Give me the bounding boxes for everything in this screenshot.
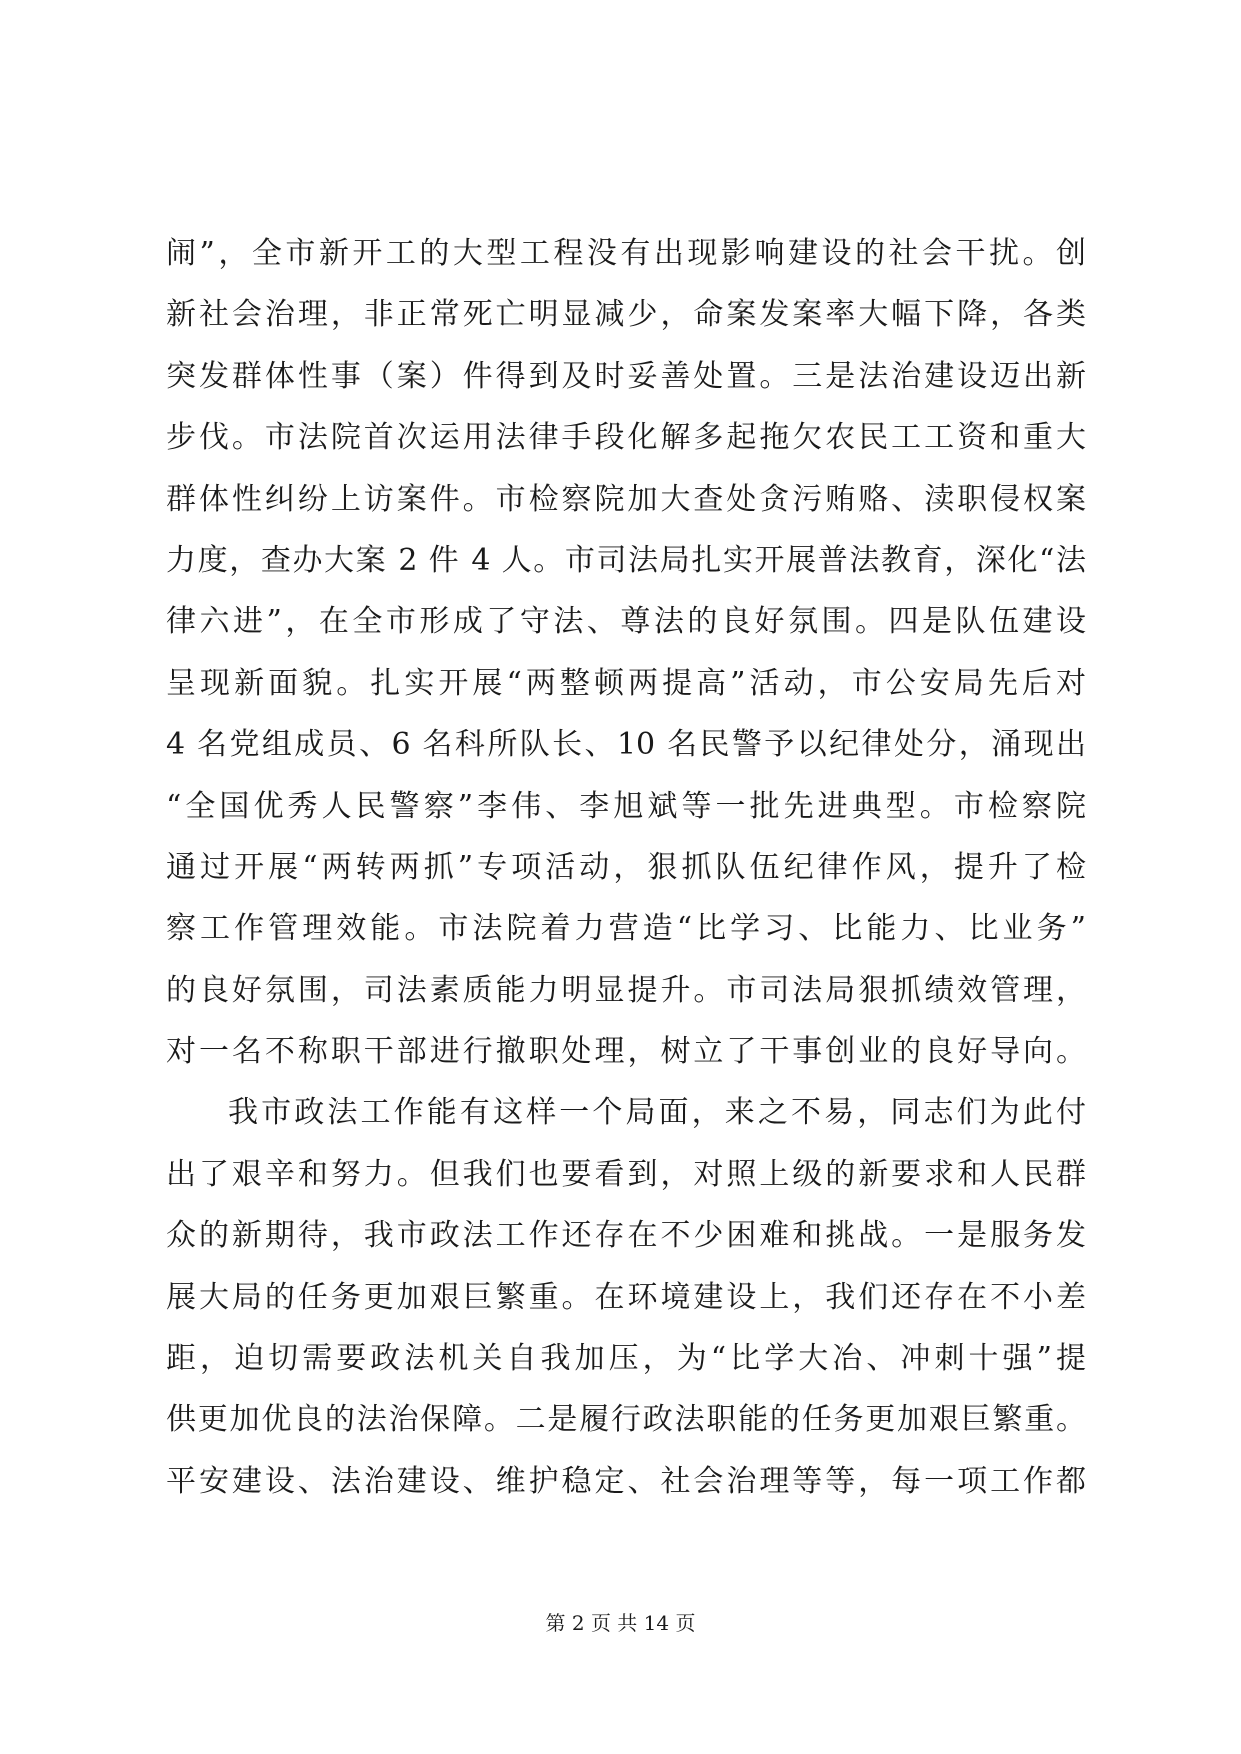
text-line: 通过开展“两转两抓”专项活动，狠抓队伍纪律作风，提升了检	[166, 849, 1086, 885]
body-text	[166, 223, 1086, 1512]
text-line: 闹”，全市新开工的大型工程没有出现影响建设的社会干扰。创	[166, 236, 1086, 271]
text-line: 的良好氛围，司法素质能力明显提升。市司法局狠抓绩效管理，	[166, 972, 1086, 1008]
text-line: 律六进”，在全市形成了守法、尊法的良好氛围。四是队伍建设	[166, 604, 1086, 640]
page-number-footer: 第 2 页 共 14 页	[545, 1611, 696, 1635]
text-line: 平安建设、法治建设、维护稳定、社会治理等等，每一项工作都	[166, 1463, 1086, 1499]
text-line: 呈现新面貌。扎实开展“两整顿两提高”活动，市公安局先后对	[166, 665, 1086, 701]
text-line: “全国优秀人民警察”李伟、李旭斌等一批先进典型。市检察院	[166, 788, 1086, 824]
text-line: 步伐。市法院首次运用法律手段化解多起拖欠农民工工资和重大	[166, 420, 1086, 456]
text-line: 群体性纠纷上访案件。市检察院加大查处贪污贿赂、渎职侵权案	[166, 481, 1086, 517]
paragraph-first-line: 我市政法工作能有这样一个局面，来之不易，同志们为此付	[228, 1095, 1086, 1131]
text-line: 察工作管理效能。市法院着力营造“比学习、比能力、比业务”	[166, 911, 1086, 947]
text-line: 众的新期待，我市政法工作还存在不少困难和挑战。一是服务发	[166, 1218, 1086, 1254]
text-line: 新社会治理，非正常死亡明显减少，命案发案率大幅下降，各类	[166, 297, 1086, 333]
text-line: 供更加优良的法治保障。二是履行政法职能的任务更加艰巨繁重。	[166, 1402, 1086, 1438]
text-line: 展大局的任务更加艰巨繁重。在环境建设上，我们还存在不小差	[166, 1279, 1086, 1315]
text-line: 4 名党组成员、6 名科所队长、10 名民警予以纪律处分，涌现出	[166, 727, 1086, 763]
text-line: 出了艰辛和努力。但我们也要看到，对照上级的新要求和人民群	[166, 1156, 1086, 1192]
text-line: 力度，查办大案 2 件 4 人。市司法局扎实开展普法教育，深化“法	[166, 542, 1086, 578]
text-line: 对一名不称职干部进行撤职处理，树立了干事创业的良好导向。	[166, 1034, 1086, 1070]
text-line: 距，迫切需要政法机关自我加压，为“比学大冶、冲刺十强”提	[166, 1341, 1086, 1377]
text-line: 突发群体性事（案）件得到及时妥善处置。三是法治建设迈出新	[166, 358, 1086, 394]
